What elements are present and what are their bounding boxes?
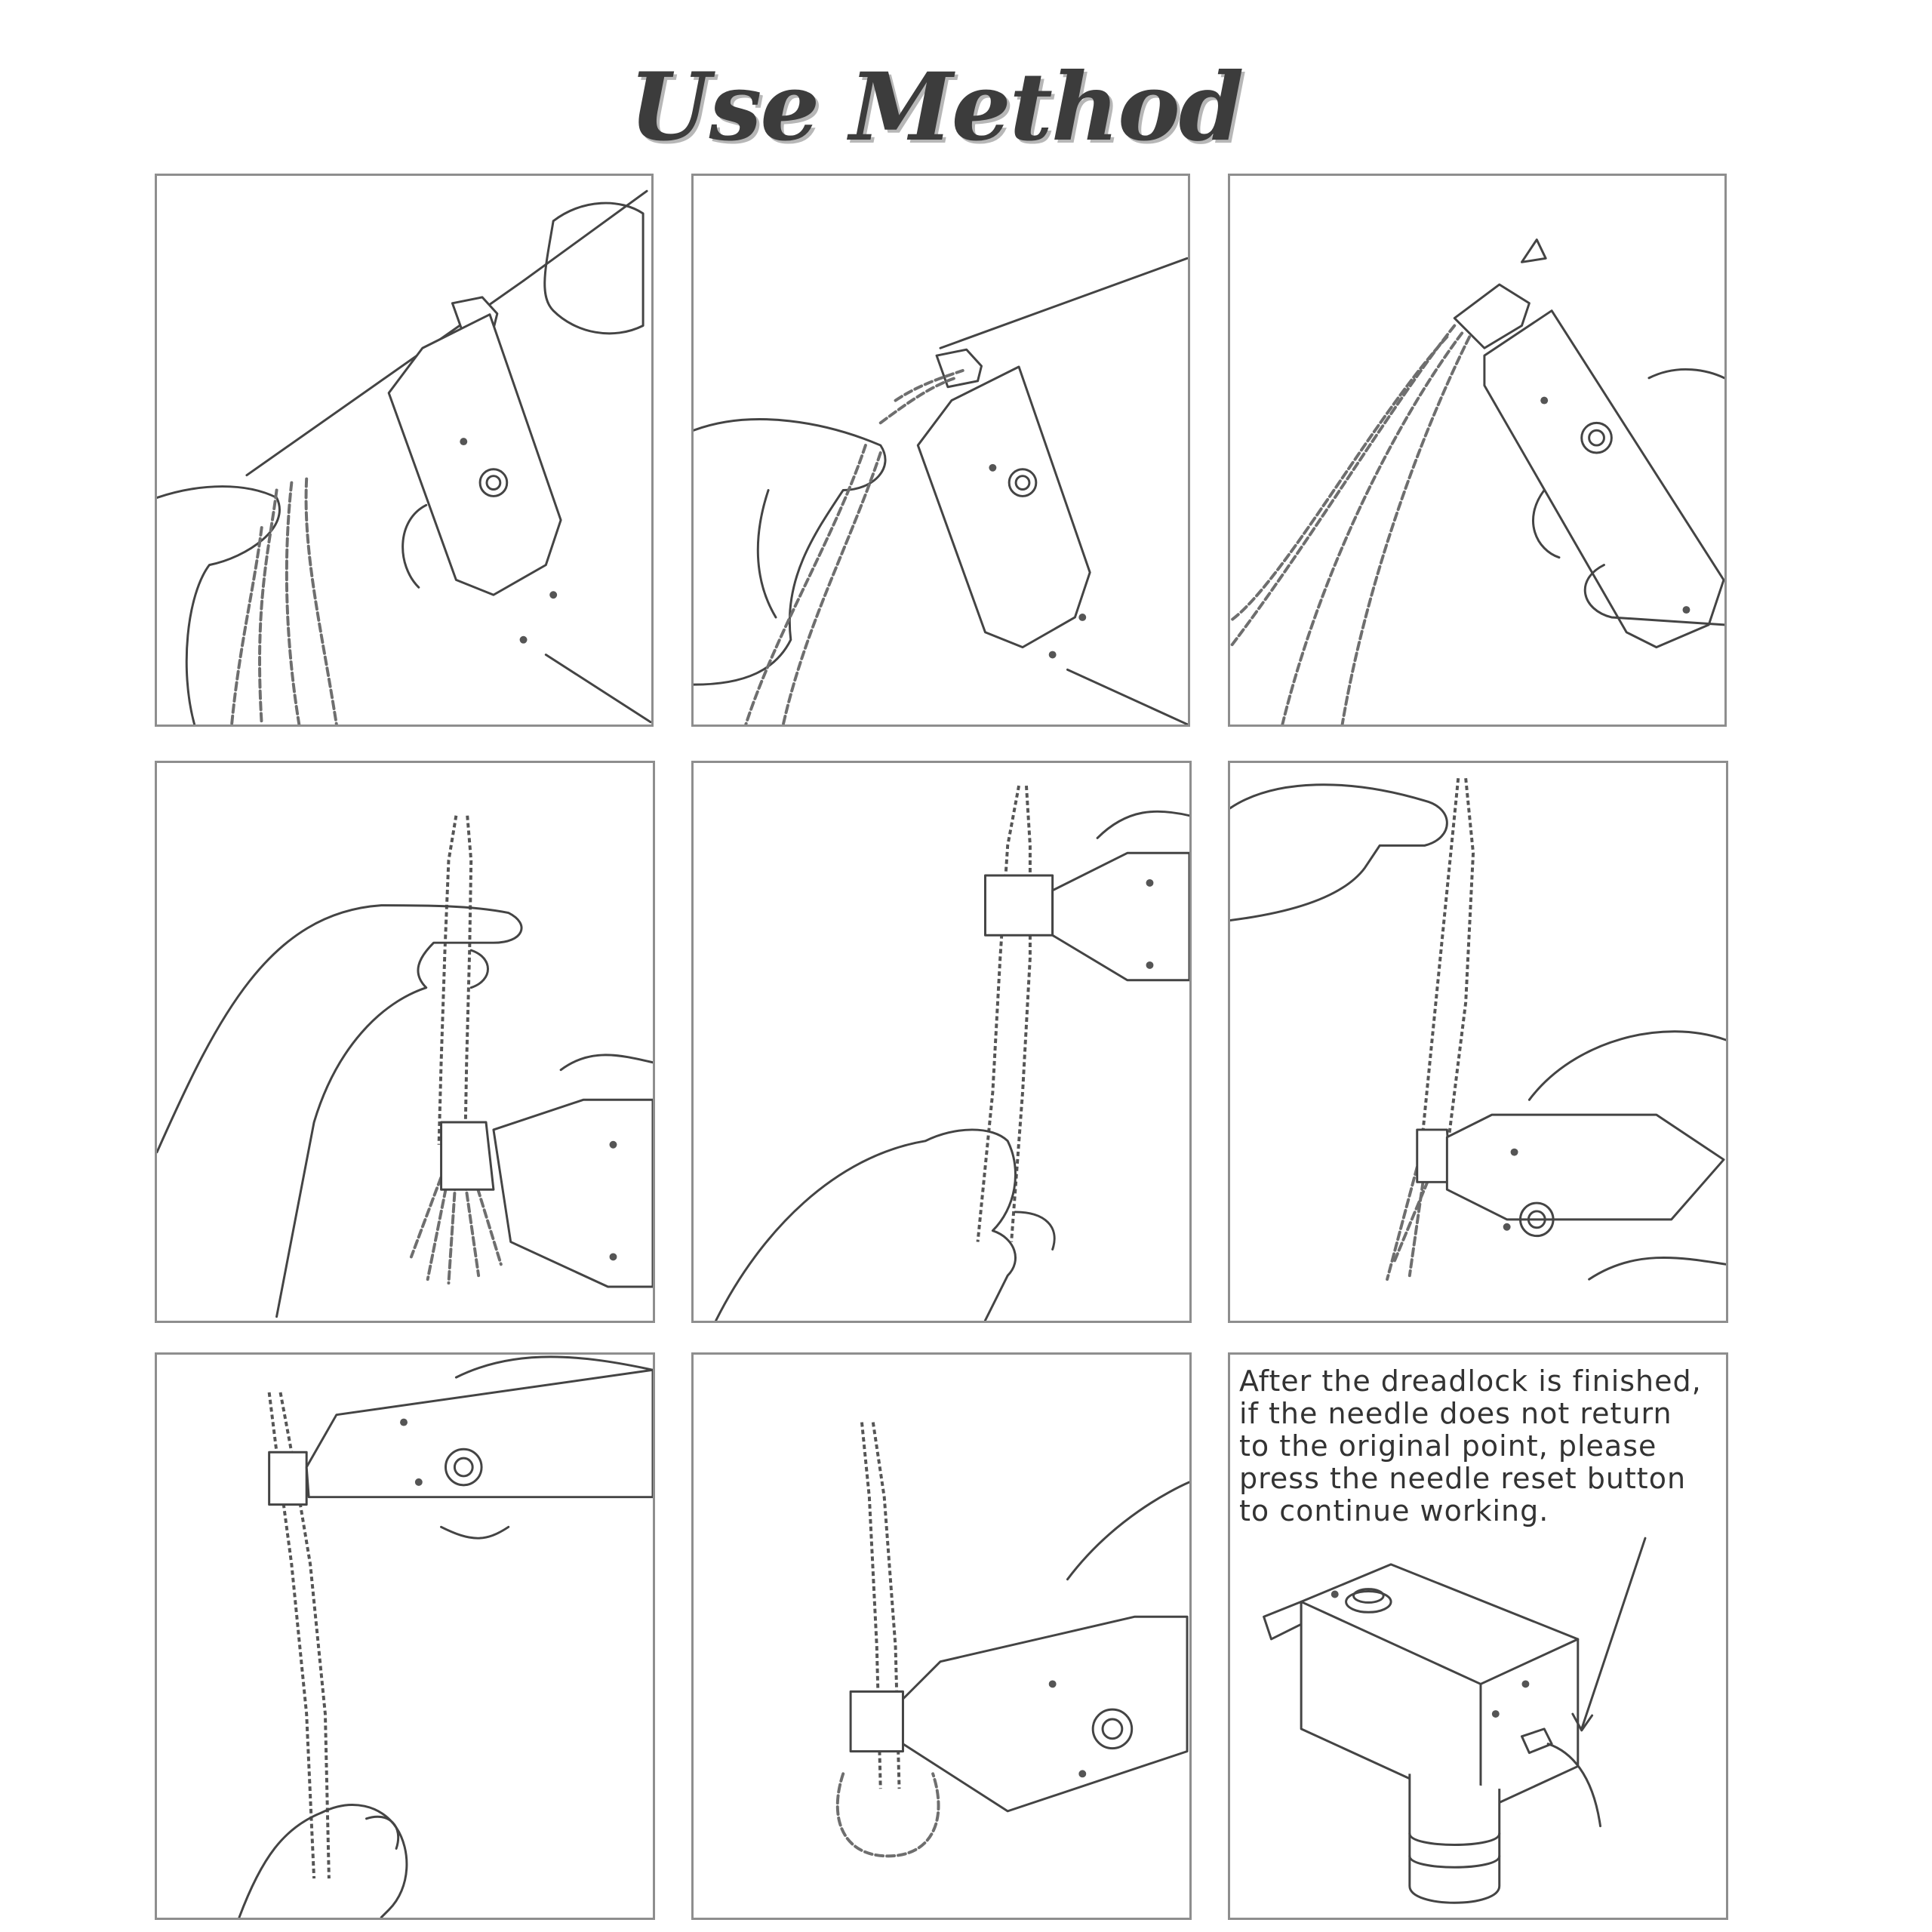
pulling-hair-icon [1230,176,1724,724]
needling-down-icon [1230,763,1726,1321]
reset-instruction-line: to the original point, please [1239,1429,1657,1463]
step-panel-8 [691,1352,1192,1920]
gathering-hair-icon [157,763,653,1321]
step-panel-6 [1228,761,1728,1323]
reset-instruction-line: press the needle reset button [1239,1462,1687,1495]
reset-instruction-line: After the dreadlock is finished, [1239,1364,1702,1398]
reset-instruction-line: to continue working. [1239,1494,1549,1527]
step-panel-9 [1228,1352,1728,1920]
page-title: Use Method [629,53,1243,162]
threading-hair-icon [157,176,651,724]
step-panel-7 [155,1352,655,1920]
finished-dreadlock-icon [694,1355,1189,1918]
step-panel-3 [1228,174,1727,727]
reset-instruction-line: if the needle does not return [1239,1397,1672,1430]
feeding-hair-icon [694,176,1188,724]
step-panel-1 [155,174,654,727]
needling-root-icon [694,763,1189,1321]
reset-instruction [1239,1365,1722,1527]
step-panel-5 [691,761,1192,1323]
needling-tip-icon [157,1355,653,1918]
step-panel-4 [155,761,655,1323]
step-panel-2 [691,174,1190,727]
